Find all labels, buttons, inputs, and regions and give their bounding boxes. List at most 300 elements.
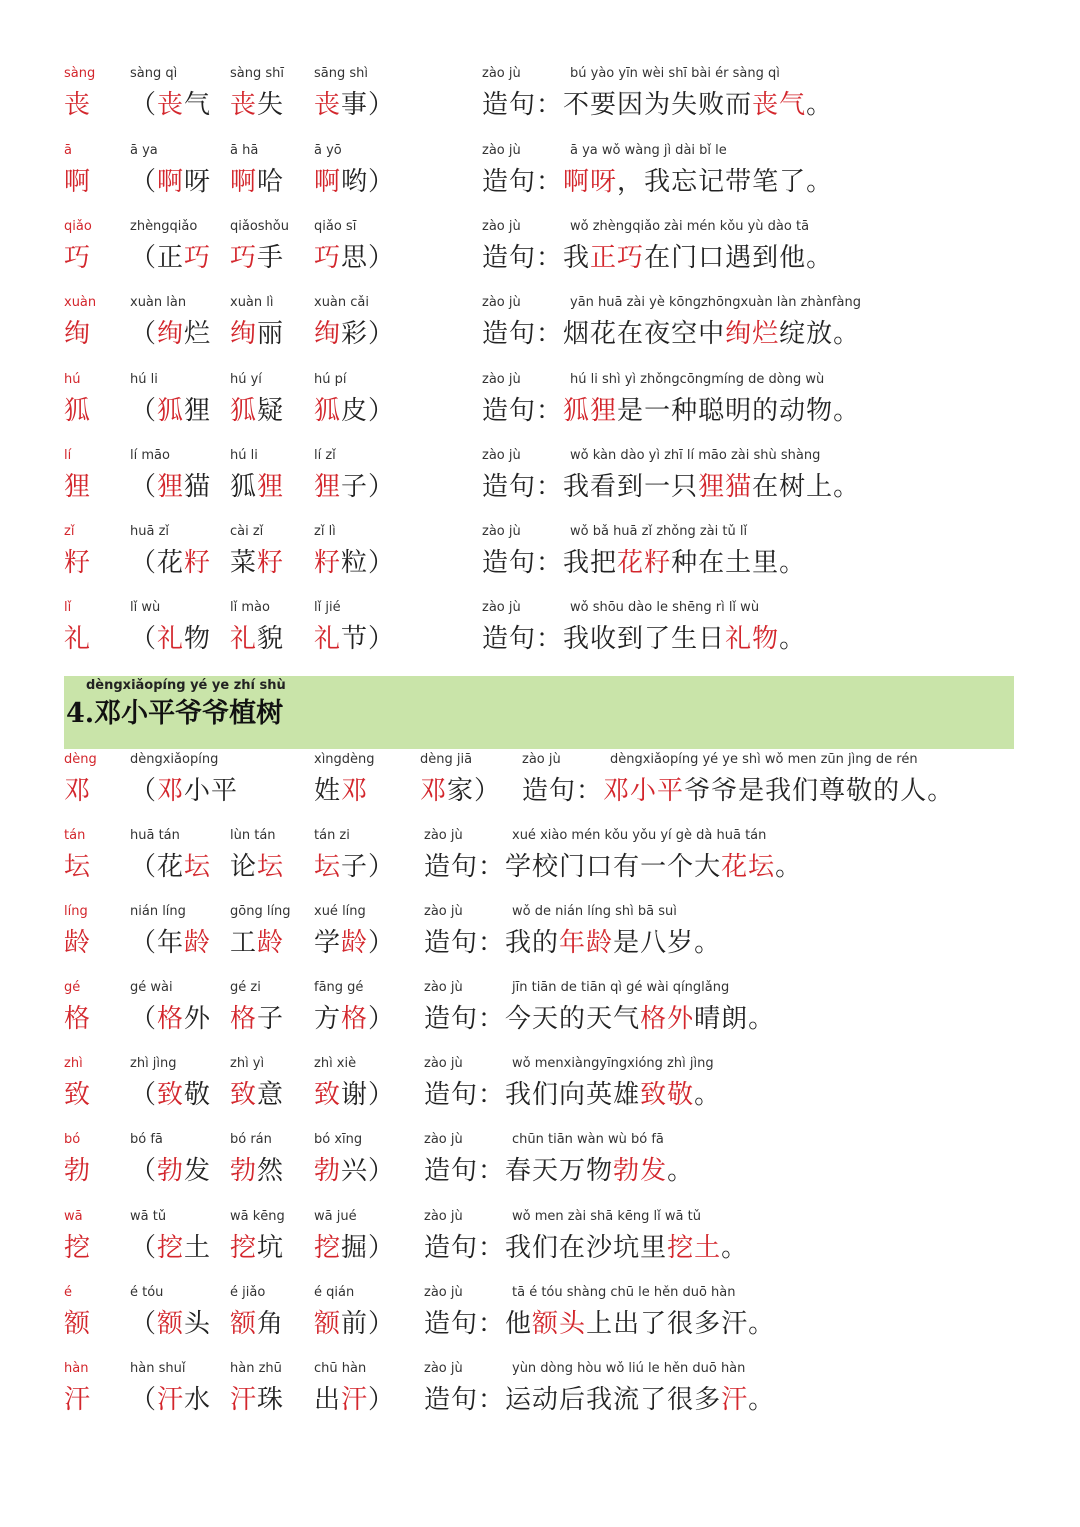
sentence-pinyin: dèngxiǎopíng yé ye shì wǒ men zūn jìng de rén [610, 752, 918, 767]
example-sentence [424, 1206, 748, 1268]
word-entry [314, 63, 395, 125]
word-entry [314, 1129, 395, 1191]
word-chars: 额头 [157, 1309, 212, 1339]
paren-open: （ [130, 548, 158, 578]
paren-close: ） [368, 90, 396, 120]
sentence-pinyin-line [424, 901, 677, 923]
example-sentence [424, 977, 775, 1039]
sentence-pinyin: chūn tiān wàn wù bó fā [512, 1132, 664, 1147]
word-pinyin: cài zǐ [230, 524, 264, 539]
sentence-pinyin: ā ya wǒ wàng jì dài bǐ le [570, 143, 727, 158]
sentence-text: 我们向英雄致敬。 [505, 1080, 722, 1110]
main-character [64, 597, 91, 659]
word-pinyin: xuàn cǎi [314, 295, 369, 310]
word-entry [230, 977, 284, 1039]
paren-close: ） [368, 1233, 396, 1263]
sentence-label-pinyin: zào jù [482, 372, 521, 387]
sentence-pinyin-line [482, 140, 727, 162]
vocab-row [0, 1358, 1080, 1428]
sentence-label: 造句： [424, 928, 506, 958]
word-entry [230, 1129, 284, 1191]
word-chars: 学龄 [314, 928, 369, 958]
word-text [130, 1151, 211, 1191]
word-text [420, 771, 501, 811]
word-chars: 礼貌 [230, 624, 285, 654]
word-entry [230, 216, 289, 278]
vocab-row [0, 521, 1080, 591]
word-entry [130, 977, 211, 1039]
word-pinyin: sàng shī [230, 66, 284, 81]
word-text [230, 999, 284, 1039]
word-entry [420, 749, 501, 811]
word-entry [314, 1053, 395, 1115]
example-sentence [424, 825, 802, 887]
word-entry [130, 445, 211, 507]
sentence-label: 造句： [482, 624, 564, 654]
character-pinyin: wā [64, 1209, 83, 1224]
word-chars: 狐狸 [230, 472, 285, 502]
word-entry [230, 292, 284, 354]
main-character [64, 445, 91, 507]
word-pinyin: hú yí [230, 372, 262, 387]
sentence-label-pinyin: zào jù [424, 1209, 463, 1224]
example-sentence [424, 901, 721, 963]
word-entry [314, 292, 395, 354]
word-chars: 勃兴 [314, 1156, 369, 1186]
word-entry [130, 825, 211, 887]
sentence-line [424, 1151, 694, 1191]
word-entry [230, 1053, 284, 1115]
word-entry [314, 597, 395, 659]
word-pinyin: wā kēng [230, 1209, 285, 1224]
word-entry [230, 445, 284, 507]
vocab-row [0, 216, 1080, 286]
vocab-row [0, 1206, 1080, 1276]
sentence-text: 春天万物勃发。 [505, 1156, 695, 1186]
sentence-line [482, 314, 860, 354]
sentence-line [424, 1228, 748, 1268]
sentence-line [424, 1380, 775, 1420]
word-pinyin: gé wài [130, 980, 173, 995]
character-pinyin: líng [64, 904, 88, 919]
sentence-pinyin: bú yào yīn wèi shī bài ér sàng qì [570, 66, 780, 81]
paren-open: （ [130, 1309, 158, 1339]
paren-close: ） [368, 928, 396, 958]
word-pinyin: dèng jiā [420, 752, 473, 767]
word-text [130, 543, 211, 583]
word-chars: 额前 [314, 1309, 369, 1339]
sentence-label: 造句： [424, 1080, 506, 1110]
word-pinyin: lùn tán [230, 828, 276, 843]
sentence-pinyin-line [522, 749, 918, 771]
word-text [230, 619, 284, 659]
sentence-label-pinyin: zào jù [424, 1132, 463, 1147]
paren-open: （ [130, 1385, 158, 1415]
character: 啊 [64, 167, 92, 197]
word-chars: 方格 [314, 1004, 369, 1034]
word-pinyin: gé zi [230, 980, 261, 995]
word-entry [314, 140, 395, 202]
word-chars: 汗水 [157, 1385, 212, 1415]
lesson-title: 4.邓小平爷爷植树 [66, 698, 284, 729]
word-pinyin: zhì jìng [130, 1056, 177, 1071]
word-entry [230, 140, 284, 202]
word-text [230, 847, 284, 887]
sentence-pinyin-line [424, 1206, 701, 1228]
sentence-label: 造句： [482, 396, 564, 426]
paren-close: ） [368, 1385, 396, 1415]
main-character [64, 825, 91, 887]
character: 狐 [64, 396, 92, 426]
main-character [64, 521, 91, 583]
word-entry [130, 1358, 211, 1420]
sentence-label: 造句： [424, 852, 506, 882]
word-chars: 致敬 [157, 1080, 212, 1110]
word-chars: 狐狸 [157, 396, 212, 426]
paren-open: （ [130, 624, 158, 654]
sentence-label-pinyin: zào jù [482, 295, 521, 310]
word-pinyin: lí zǐ [314, 448, 336, 463]
character: 邓 [64, 776, 92, 806]
word-text [130, 1304, 211, 1344]
sentence-label-pinyin: zào jù [424, 904, 463, 919]
sentence-line [482, 391, 860, 431]
word-chars: 姓邓 [314, 776, 369, 806]
sentence-pinyin-line [482, 445, 820, 467]
word-chars: 勃然 [230, 1156, 285, 1186]
vocab-row [0, 369, 1080, 439]
word-chars: 勃发 [157, 1156, 212, 1186]
sentence-label: 造句： [482, 90, 564, 120]
sentence-pinyin: wǒ shōu dào le shēng rì lǐ wù [570, 600, 760, 615]
word-text [230, 162, 284, 202]
word-entry [230, 1206, 285, 1268]
sentence-label-pinyin: zào jù [482, 219, 521, 234]
paren-open: （ [130, 776, 158, 806]
word-chars: 致意 [230, 1080, 285, 1110]
word-text [314, 923, 395, 963]
character-pinyin: lí [64, 448, 72, 463]
word-entry [130, 63, 211, 125]
sentence-label-pinyin: zào jù [424, 1285, 463, 1300]
sentence-text: 运动后我流了很多汗。 [505, 1385, 776, 1415]
sentence-line [482, 85, 833, 125]
sentence-line [424, 847, 802, 887]
sentence-label-pinyin: zào jù [424, 828, 463, 843]
sentence-pinyin-line [482, 521, 747, 543]
example-sentence [522, 749, 954, 811]
paren-open: （ [130, 928, 158, 958]
word-entry [314, 216, 395, 278]
paren-close: ） [474, 776, 502, 806]
paren-open: （ [130, 396, 158, 426]
vocab-row [0, 63, 1080, 133]
lesson-title-pinyin: dèngxiǎopíng yé ye zhí shù [86, 678, 286, 693]
paren-close: ） [368, 1309, 396, 1339]
word-chars: 绚烂 [157, 319, 212, 349]
word-text [130, 1075, 211, 1115]
character-pinyin: ā [64, 143, 72, 158]
sentence-label-pinyin: zào jù [482, 524, 521, 539]
word-pinyin: huā tán [130, 828, 180, 843]
sentence-pinyin: yùn dòng hòu wǒ liú le hěn duō hàn [512, 1361, 746, 1376]
word-chars: 格外 [157, 1004, 212, 1034]
word-pinyin: zhì xiè [314, 1056, 357, 1071]
word-text [130, 771, 238, 811]
word-chars: 啊呀 [157, 167, 212, 197]
word-entry [230, 521, 284, 583]
word-text [314, 999, 395, 1039]
sentence-text: 烟花在夜空中绚烂绽放。 [563, 319, 861, 349]
sentence-line [424, 999, 775, 1039]
word-chars: 挖土 [157, 1233, 212, 1263]
word-pinyin: gōng líng [230, 904, 291, 919]
example-sentence [482, 597, 806, 659]
word-text [230, 1075, 284, 1115]
word-text [230, 1151, 284, 1191]
word-text [130, 1228, 211, 1268]
main-character [64, 749, 97, 811]
sentence-pinyin-line [482, 292, 861, 314]
word-pinyin: lǐ jié [314, 600, 341, 615]
word-entry [314, 445, 395, 507]
paren-close: ） [368, 1080, 396, 1110]
main-character [64, 140, 91, 202]
word-pinyin: sāng shì [314, 66, 368, 81]
sentence-text: 今天的天气格外晴朗。 [505, 1004, 776, 1034]
example-sentence [424, 1282, 775, 1344]
sentence-line [424, 1075, 721, 1115]
word-pinyin: hàn zhū [230, 1361, 282, 1376]
word-pinyin: hú li [130, 372, 158, 387]
vocab-row [0, 140, 1080, 210]
word-chars: 挖坑 [230, 1233, 285, 1263]
sentence-label: 造句： [424, 1309, 506, 1339]
word-pinyin: zǐ lì [314, 524, 336, 539]
character: 丧 [64, 90, 92, 120]
word-chars: 丧气 [157, 90, 212, 120]
sentence-pinyin: hú li shì yì zhǒngcōngmíng de dòng wù [570, 372, 825, 387]
sentence-text: 我把花籽种在土里。 [563, 548, 807, 578]
word-text [314, 391, 395, 431]
sentence-text: 狐狸是一种聪明的动物。 [563, 396, 861, 426]
sentence-pinyin: wǒ de nián líng shì bā suì [512, 904, 677, 919]
paren-open: （ [130, 472, 158, 502]
word-text [230, 391, 284, 431]
sentence-text: 我正巧在门口遇到他。 [563, 243, 834, 273]
sentence-pinyin-line [424, 977, 729, 999]
sentence-pinyin-line [424, 825, 766, 847]
sentence-label: 造句： [482, 319, 564, 349]
character-pinyin: é [64, 1285, 72, 1300]
paren-close: ） [368, 167, 396, 197]
word-entry [130, 1053, 211, 1115]
word-text [130, 999, 211, 1039]
character: 勃 [64, 1156, 92, 1186]
main-character [64, 1358, 91, 1420]
word-chars: 狸子 [314, 472, 369, 502]
word-text [230, 467, 284, 507]
sentence-label-pinyin: zào jù [424, 1056, 463, 1071]
word-entry [314, 1206, 395, 1268]
word-text [230, 543, 284, 583]
character: 礼 [64, 624, 92, 654]
word-chars: 巧手 [230, 243, 285, 273]
sentence-text: 他额头上出了很多汗。 [505, 1309, 776, 1339]
word-chars: 丧事 [314, 90, 369, 120]
word-chars: 丧失 [230, 90, 285, 120]
sentence-line [482, 238, 833, 278]
character-pinyin: xuàn [64, 295, 97, 310]
vocab-row [0, 597, 1080, 667]
word-chars: 年龄 [157, 928, 212, 958]
word-entry [130, 749, 238, 811]
word-text [130, 847, 211, 887]
word-entry [314, 521, 395, 583]
word-text [230, 1228, 284, 1268]
word-entry [314, 977, 395, 1039]
word-text [230, 923, 284, 963]
word-chars: 啊哟 [314, 167, 369, 197]
main-character [64, 369, 91, 431]
word-text [314, 238, 395, 278]
word-text [130, 162, 211, 202]
example-sentence [482, 521, 806, 583]
word-text [130, 467, 211, 507]
sentence-label: 造句： [424, 1156, 506, 1186]
character: 坛 [64, 852, 92, 882]
word-chars: 狐疑 [230, 396, 285, 426]
word-chars: 格子 [230, 1004, 285, 1034]
character-pinyin: zǐ [64, 524, 75, 539]
word-pinyin: é jiǎo [230, 1285, 266, 1300]
word-chars: 绚丽 [230, 319, 285, 349]
paren-close: ） [368, 1004, 396, 1034]
main-character [64, 977, 91, 1039]
character: 绚 [64, 319, 92, 349]
word-chars: 花坛 [157, 852, 212, 882]
main-character [64, 63, 95, 125]
sentence-text: 我的年龄是八岁。 [505, 928, 722, 958]
character-pinyin: bó [64, 1132, 81, 1147]
word-entry [130, 597, 211, 659]
word-text [230, 314, 284, 354]
character-pinyin: sàng [64, 66, 96, 81]
word-chars: 致谢 [314, 1080, 369, 1110]
word-entry [130, 521, 211, 583]
sentence-text: 邓小平爷爷是我们尊敬的人。 [603, 776, 955, 806]
word-text [314, 467, 395, 507]
vocab-row [0, 1129, 1080, 1199]
main-character [64, 1282, 91, 1344]
word-entry [314, 901, 395, 963]
main-character [64, 901, 91, 963]
word-text [130, 1380, 211, 1420]
sentence-line [482, 467, 860, 507]
word-text [314, 543, 395, 583]
paren-close: ） [368, 472, 396, 502]
paren-close: ） [368, 243, 396, 273]
sentence-pinyin: wǒ bǎ huā zǐ zhǒng zài tǔ lǐ [570, 524, 748, 539]
example-sentence [424, 1129, 694, 1191]
example-sentence [482, 140, 833, 202]
example-sentence [424, 1053, 721, 1115]
word-chars: 邓家 [420, 776, 475, 806]
character: 汗 [64, 1385, 92, 1415]
paren-open: （ [130, 1080, 158, 1110]
word-entry [314, 1282, 395, 1344]
word-entry [314, 749, 375, 811]
sentence-pinyin: xué xiào mén kǒu yǒu yí gè dà huā tán [512, 828, 767, 843]
sentence-pinyin: jīn tiān de tiān qì gé wài qínglǎng [512, 980, 730, 995]
main-character [64, 292, 96, 354]
word-text [314, 1228, 395, 1268]
word-pinyin: sàng qì [130, 66, 178, 81]
word-pinyin: wā tǔ [130, 1209, 167, 1224]
word-text [230, 1304, 284, 1344]
word-pinyin: bó rán [230, 1132, 272, 1147]
word-chars: 花籽 [157, 548, 212, 578]
character: 挖 [64, 1233, 92, 1263]
word-chars: 狐皮 [314, 396, 369, 426]
character-pinyin: hàn [64, 1361, 89, 1376]
word-entry [130, 1206, 211, 1268]
sentence-label-pinyin: zào jù [424, 980, 463, 995]
sentence-label-pinyin: zào jù [482, 143, 521, 158]
word-entry [230, 901, 291, 963]
word-text [314, 314, 395, 354]
paren-open: （ [130, 90, 158, 120]
word-pinyin: nián líng [130, 904, 186, 919]
main-character [64, 1129, 91, 1191]
vocab-row [0, 825, 1080, 895]
sentence-pinyin: wǒ menxiàngyīngxióng zhì jìng [512, 1056, 714, 1071]
word-entry [230, 1282, 284, 1344]
word-pinyin: xuàn lì [230, 295, 274, 310]
sentence-label-pinyin: zào jù [424, 1361, 463, 1376]
word-pinyin: qiǎoshǒu [230, 219, 289, 234]
main-character [64, 216, 92, 278]
word-chars: 菜籽 [230, 548, 285, 578]
character: 龄 [64, 928, 92, 958]
word-pinyin: zhèngqiǎo [130, 219, 198, 234]
word-chars: 额角 [230, 1309, 285, 1339]
sentence-label: 造句： [482, 548, 564, 578]
word-pinyin: tán zi [314, 828, 350, 843]
sentence-label: 造句： [482, 243, 564, 273]
word-chars: 论坛 [230, 852, 285, 882]
word-pinyin: chū hàn [314, 1361, 367, 1376]
word-chars: 挖掘 [314, 1233, 369, 1263]
character: 致 [64, 1080, 92, 1110]
word-text [314, 1075, 395, 1115]
paren-open: （ [130, 319, 158, 349]
main-character [64, 1053, 91, 1115]
word-text [130, 619, 211, 659]
word-entry [130, 216, 211, 278]
word-chars: 邓小平 [157, 776, 239, 806]
word-pinyin: hú li [230, 448, 258, 463]
word-chars: 正巧 [157, 243, 212, 273]
character-pinyin: qiǎo [64, 219, 92, 234]
word-pinyin: bó xīng [314, 1132, 363, 1147]
word-entry [230, 1358, 284, 1420]
word-chars: 啊哈 [230, 167, 285, 197]
sentence-pinyin-line [482, 63, 780, 85]
sentence-line [482, 619, 806, 659]
character-pinyin: dèng [64, 752, 97, 767]
word-text [314, 85, 395, 125]
